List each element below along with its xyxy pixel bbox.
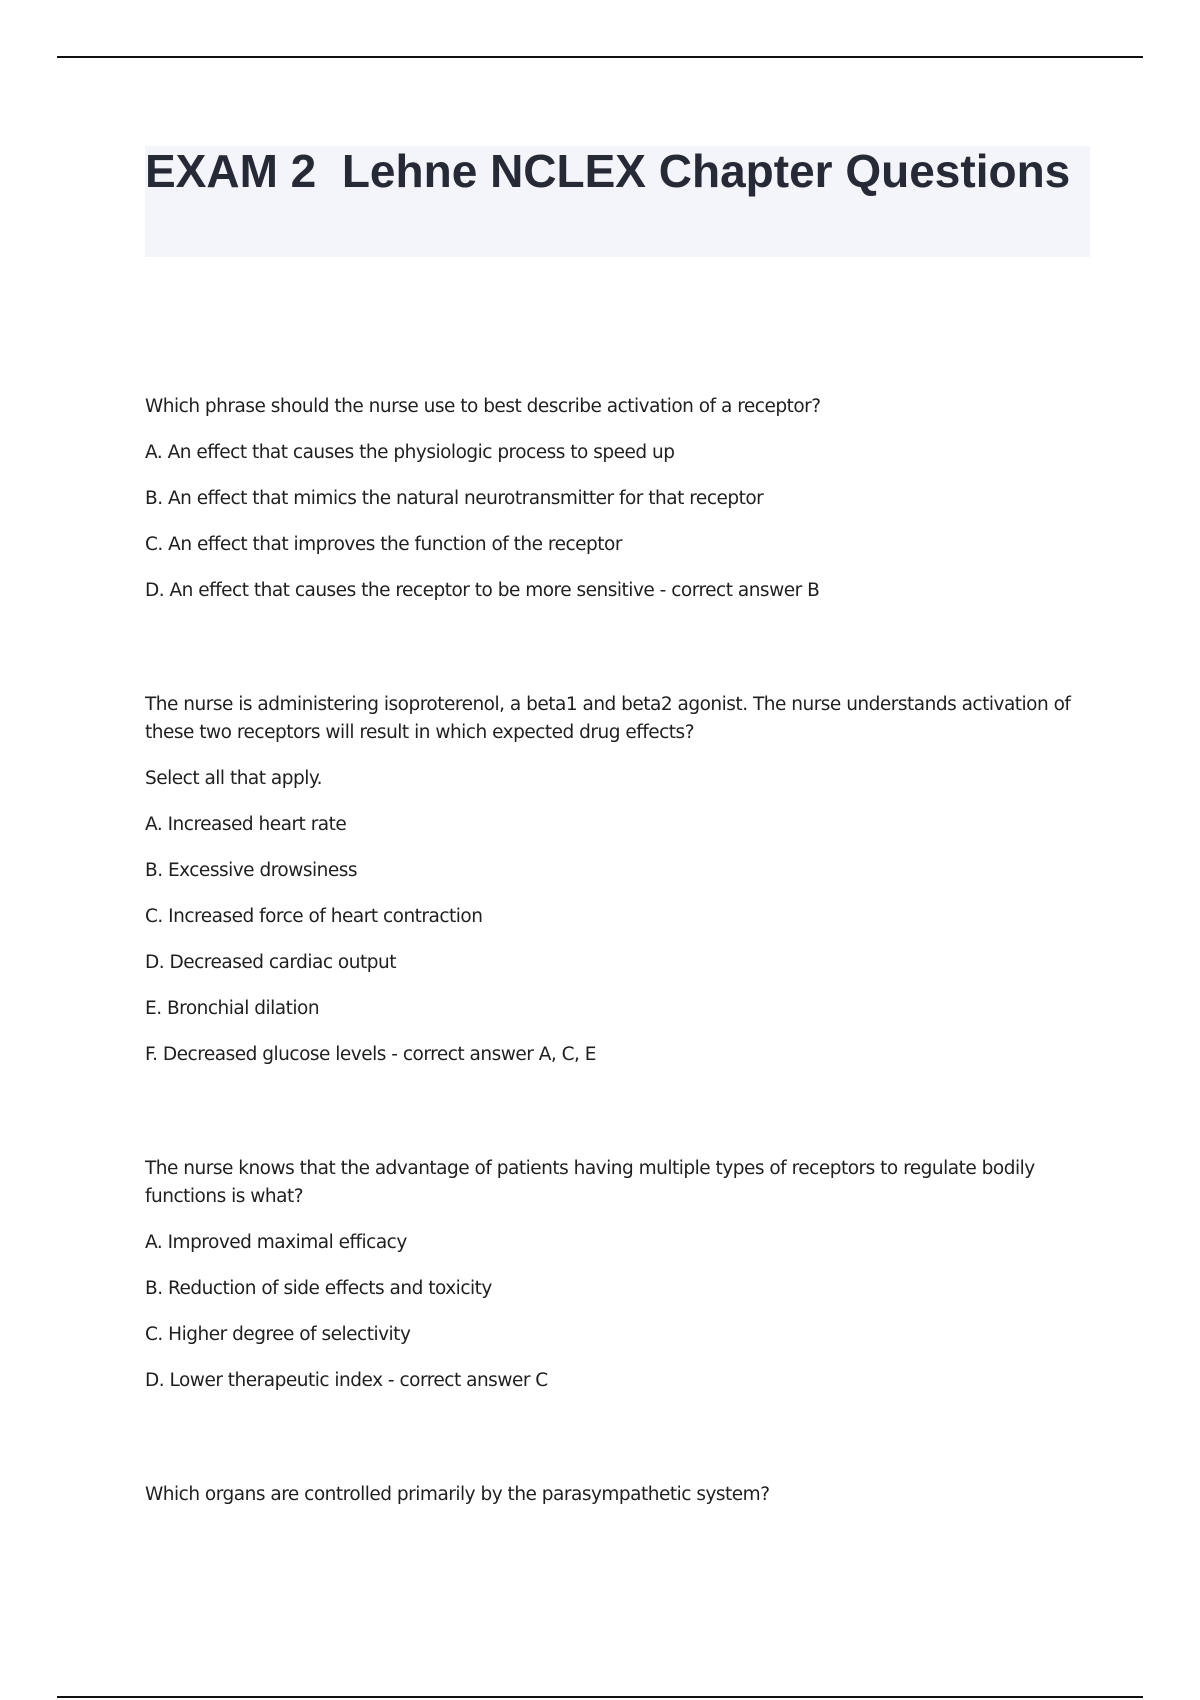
answer-option: A. An effect that causes the physiologic process to speed up (145, 442, 675, 463)
answer-option: D. Decreased cardiac output (145, 952, 396, 973)
question-prompt: The nurse knows that the advantage of patients having multiple types of receptors to regulate bodily functions is what? (145, 1158, 1035, 1207)
answer-option: E. Bronchial dilation (145, 998, 320, 1019)
question-4 (145, 1481, 1090, 1509)
question-1 (145, 393, 1090, 605)
answer-option: C. An effect that improves the function of the receptor (145, 534, 622, 555)
question-list (145, 393, 1090, 1595)
question-3 (145, 1155, 1090, 1395)
answer-option: B. Excessive drowsiness (145, 860, 357, 881)
question-instruction: Select all that apply. (145, 768, 323, 789)
answer-option: D. Lower therapeutic index - correct answer C (145, 1370, 548, 1391)
question-2 (145, 691, 1090, 1069)
bottom-rule (57, 1696, 1143, 1698)
top-rule (57, 56, 1143, 58)
question-prompt: Which organs are controlled primarily by the parasympathetic system? (145, 1484, 770, 1505)
answer-option: A. Improved maximal efficacy (145, 1232, 407, 1253)
answer-option: A. Increased heart rate (145, 814, 347, 835)
answer-option: C. Increased force of heart contraction (145, 906, 483, 927)
answer-option: C. Higher degree of selectivity (145, 1324, 411, 1345)
answer-option: D. An effect that causes the receptor to be more sensitive - correct answer B (145, 580, 820, 601)
answer-option: F. Decreased glucose levels - correct answer A, C, E (145, 1044, 596, 1065)
answer-option: B. Reduction of side effects and toxicity (145, 1278, 492, 1299)
answer-option: B. An effect that mimics the natural neurotransmitter for that receptor (145, 488, 764, 509)
question-prompt: Which phrase should the nurse use to best describe activation of a receptor? (145, 396, 821, 417)
question-prompt: The nurse is administering isoproterenol, a beta1 and beta2 agonist. The nurse understands activation of these two receptors will result in which expected drug effects? (145, 694, 1071, 743)
page-title: EXAM 2 Lehne NCLEX Chapter Questions (145, 145, 1071, 197)
